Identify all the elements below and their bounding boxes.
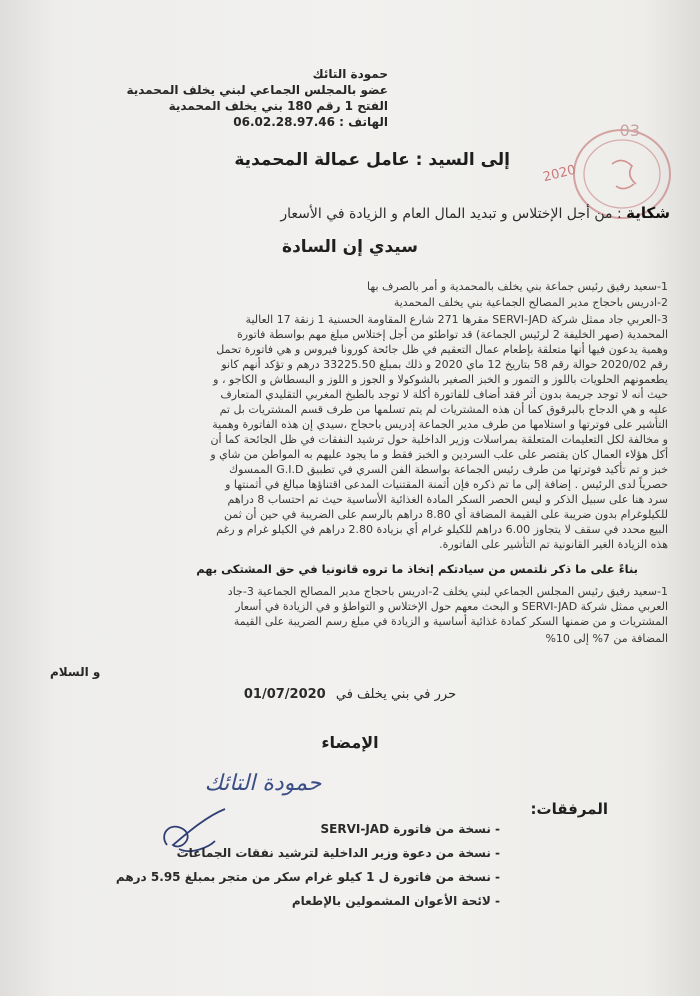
body-line: حصرياً لدى الرئيس . إضافة إلى ما تم ذكره فإن أثمنة المقتنيات المدعى اقتناؤها مبالغ في أثمنتها و bbox=[225, 478, 668, 491]
body-line: 3-العربي جاد ممثل شركة SERVI-JAD مقرها 271 شارع المقاومة الحسنية 1 زنقة 17 العالية bbox=[245, 313, 668, 326]
sender-name: حمودة التائك bbox=[312, 67, 388, 81]
signature-title: الإمضاء bbox=[321, 733, 379, 752]
body-line: التأشير على فوترتها و استلامها من طرف مدير الجماعة إدريس باحجاج ،سيدي إن هذه الفاتورة وهمية bbox=[212, 418, 668, 431]
request-line: العربي ممثل شركة SERVI-JAD و البحث معهم حول الإختلاس و التواطؤ و في الزيادة في أسعار bbox=[235, 600, 668, 613]
subject-text: : من أجل الإختلاس و تبديد المال العام و الزيادة في الأسعار bbox=[280, 206, 622, 222]
attachment-item: - نسخة من دعوة وزير الداخلية لترشيد نفقات الجماعات bbox=[176, 846, 500, 860]
body-line: للكيلوغرام بدون ضريبة على القيمة المضافة أي 8.80 دراهم بالرسم على الضريبة في حين أن ثمن bbox=[224, 508, 668, 521]
sender-phone: الهاتف : 06.02.28.97.46 bbox=[233, 115, 388, 129]
sender-address: الفتح 1 رقم 180 بني يخلف المحمدية bbox=[168, 99, 388, 113]
body-line: هذه الزيادة الغير القانونية تم التأشير على الفاتورة. bbox=[439, 538, 668, 551]
stamp-number: 03 bbox=[619, 121, 640, 140]
addressee-line: إلى السيد : عامل عمالة المحمدية bbox=[234, 150, 510, 170]
attachment-item: - نسخة من فاتورة SERVI-JAD bbox=[320, 822, 500, 836]
handwritten-signature-name bbox=[168, 764, 358, 798]
body-line: يطعمونهم الحلويات باللوز و التمور و الخبز الصغير بالشوكولا و الجوز و اللوز و البسطاش و الكاجو ، و bbox=[213, 373, 668, 386]
body-line: خبز و تم تأكيد فوترتها من طرف رئيس الجماعة بواسطة الفن السري في تطبيق G.I.D الممسوك bbox=[229, 463, 668, 476]
body-line: و مخالفة لكل التعليمات المتعلقة بمراسلات وزير الداخلية حول ترشيد النفقات في ظل الجائحة كما أن bbox=[210, 433, 668, 446]
attachment-item: - نسخة من فاتورة ل 1 كيلو غرام سكر من متجر بمبلغ 5.95 درهم bbox=[115, 870, 500, 884]
request-heading: بناءً على ما ذكر نلتمس من سيادتكم إتخاذ ما تروه قانونيا في حق المشتكى بهم bbox=[196, 562, 638, 576]
body-line: رقم 2020/02 حوالة رقم 58 بتاريخ 12 ماي 2020 و ذلك بمبلغ 33225.50 درهم و تؤكد أنهم كانو bbox=[221, 358, 668, 371]
sender-role: عضو بالمجلس الجماعي لبني يخلف المحمدية bbox=[126, 83, 388, 97]
closing: و السلام bbox=[50, 665, 101, 679]
attachments-label: المرفقات: bbox=[530, 800, 608, 818]
body-line: أكل هؤلاء العمال كان يقتصر على علب السردين و الخبز فقط و ما يجود عليهم به المواطن من شاي و bbox=[210, 448, 668, 461]
date-line bbox=[0, 687, 700, 702]
salutation: سيدي إن السادة bbox=[282, 237, 418, 257]
date-line-text: حرر في بني يخلف في bbox=[335, 687, 457, 702]
body-line: حيث أنه لا توجد جريمة بدون أثر فقد أضاف للفاتورة أكلة لا توجد بالطبخ المغربي التقليدي المتعارف bbox=[220, 388, 668, 401]
svg-text:حمودة التائك: حمودة التائك bbox=[204, 771, 322, 796]
body-line: المحمدية (صهر الخليفة 2 لرئيس الجماعة) قد تواطئو من أجل إختلاس مبلغ مهم بواسطة فاتورة bbox=[237, 328, 668, 341]
body-line: 1-سعيد رفيق رئيس جماعة بني يخلف بالمحمدية و أمر بالصرف بها bbox=[367, 280, 668, 293]
body-line: سرد هنا على سبيل الذكر و ليس الحصر السكر المادة الغذائية الأساسية حيث تم احتساب 8 دراهم bbox=[227, 493, 668, 506]
request-line: 1-سعيد رفيق رئيس المجلس الجماعي لبني يخلف 2-ادريس باحجاج مدير المصالح الجماعية 3-جاد bbox=[227, 585, 668, 598]
request-line: المشتريات و من ضمنها السكر كمادة غذائية أساسية و الزيادة في مبلغ رسم الضريبة على القيمة bbox=[233, 615, 668, 628]
stamp-year: 2020 bbox=[541, 162, 578, 186]
body-line: 2-ادريس باحجاج مدير المصالح الجماعية بني يخلف المحمدية bbox=[393, 296, 668, 309]
subject-line bbox=[280, 204, 670, 222]
request-line: المضافة من 7% إلى 10% bbox=[545, 632, 668, 645]
date-value: 01/07/2020 bbox=[243, 687, 326, 702]
body-line: وهمية يدعون فيها أنها متعلقة بإطعام عمال التعقيم في ظل جائحة كورونا فيروس و هي فاتورة تحمل bbox=[216, 343, 668, 356]
attachment-item: - لائحة الأعوان المشمولين بالإطعام bbox=[291, 894, 500, 908]
subject-label: شكاية bbox=[626, 204, 670, 222]
body-line: عليه و هي الدجاج بالبرقوق كما أن هذه المشتريات لم يتم تسلمها من طرف قسم المشتريات بل تم bbox=[219, 403, 668, 416]
body-line: البيع محدد في سقف لا يتجاوز 6.00 دراهم للكيلو غرام أي بزيادة 2.80 دراهم في الكيلو غرام و رغم bbox=[216, 523, 668, 536]
